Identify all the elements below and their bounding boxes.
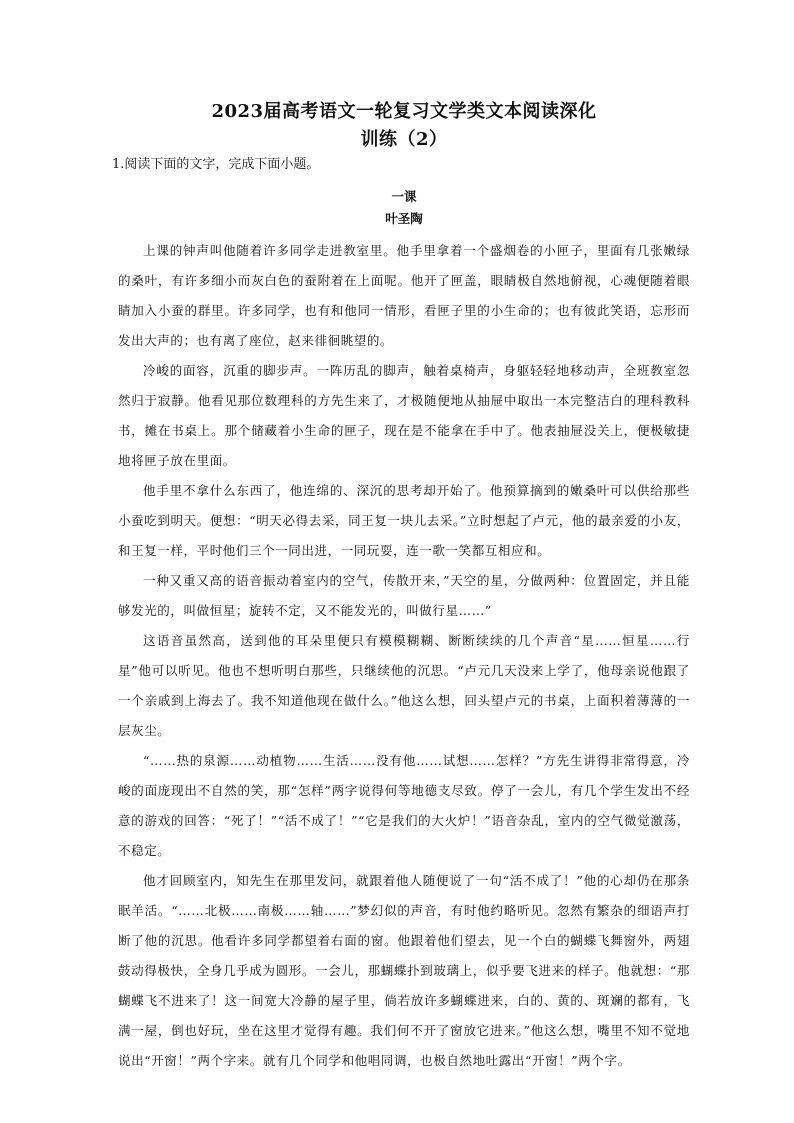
paragraph: 他手里不拿什么东西了，他连绵的、深沉的思考却开始了。他预算摘到的嫩桑叶可以供给那些小蚕吃到明天。便想：“明天必得去采，同王复一块儿去采。”立时想起了卢元，他的最亲爱的小友，和王复一样，平时他们三个一同出进，一同玩耍，连一歌一笑都互相应和。 — [118, 483, 690, 558]
paragraph: 他才回顾室内，知先生在那里发问，就跟着他人随便说了一句“活不成了！”他的心却仍在那条眠羊活。“……北极……南极……轴……”梦幻似的声音，有时他约略听见。忽然有繁杂的细语声打断了他的沉思。他看许多同学都望着右面的窗。他跟着他们望去，见一个白的蝴蝶飞舞窗外，两翅鼓动得极快，全身几乎成为圆形。一会儿，那蝴蝶扑到玻璃上，似乎要飞进来的样子。他就想：“那蝴蝶飞不进来了！这一间宽大冷静的屋子里，倘若放许多蝴蝶进来，白的、黄的、斑斓的都有，飞满一屋，倒也好玩，坐在这里才觉得有趣。我们何不开了窗放它进来。”他这么想，嘴里不知不觉地说出“开窗！”两个字来。就有几个同学和他唱同调，也极自然地吐露出“开窗！”两个字。 — [118, 873, 690, 1068]
document-title — [118, 98, 690, 154]
question-instruction: 1.阅读下面的文字，完成下面小题。 — [112, 157, 320, 172]
story-author: 叶圣陶 — [385, 211, 423, 226]
paragraph: 这语音虽然高，送到他的耳朵里便只有模模糊糊、断断续续的几个声音“星……恒星……行星”他可以听见。他也不想听明白那些，只继续他的沉思。“卢元几天没来上学了，他母亲说他跟了一个亲戚到上海去了。我不知道他现在做什么。”他这么想，回头望卢元的书桌，上面积着薄薄的一层灰尘。 — [118, 633, 690, 738]
title-line-1: 2023届高考语文一轮复习文学类文本阅读深化 — [211, 101, 597, 122]
paragraph: 冷峻的面容，沉重的脚步声。一阵历乱的脚声，触着桌椅声，身躯轻轻地移动声，全班教室忽然归于寂静。他看见那位数理科的方先生来了，才极随便地从抽屉中取出一本完整洁白的理科教科书，摊在书桌上。那个储藏着小生命的匣子，现在是不能拿在手中了。他表抽屉没关上，便极敏捷地将匣子放在里面。 — [118, 363, 690, 468]
story-body — [118, 236, 690, 1076]
paragraph: “……热的泉源……动植物……生活……没有他……试想……怎样？”方先生讲得非常得意，冷峻的面庞现出不自然的笑，那“怎样”两字说得何等地德支尽致。停了一会儿，有几个学生发出不经意的游戏的回答：“死了！”“活不成了！”“它是我们的大火炉！”语音杂乱，室内的空气微觉激荡，不稳定。 — [118, 753, 690, 858]
paragraph: 一种又重又高的语音振动着室内的空气，传散开来，”天空的星，分做两种：位置固定，并且能够发光的，叫做恒星；旋转不定，又不能发光的，叫做行星……” — [118, 573, 690, 618]
paragraph: 上课的钟声叫他随着许多同学走进教室里。他手里拿着一个盛烟卷的小匣子，里面有几张嫩绿的桑叶，有许多细小而灰白色的蚕附着在上面呢。他开了匣盖，眼睛极自然地俯视，心魂便随着眼睛加入小蚕的群里。许多同学，也有和他同一情形，看匣子里的小生命的；也有彼此笑语，忘形而发出大声的；也有离了座位，赵来徘徊眺望的。 — [118, 243, 690, 348]
story-title: 一课 — [391, 189, 417, 204]
title-line-2: 训练（2） — [360, 129, 448, 150]
